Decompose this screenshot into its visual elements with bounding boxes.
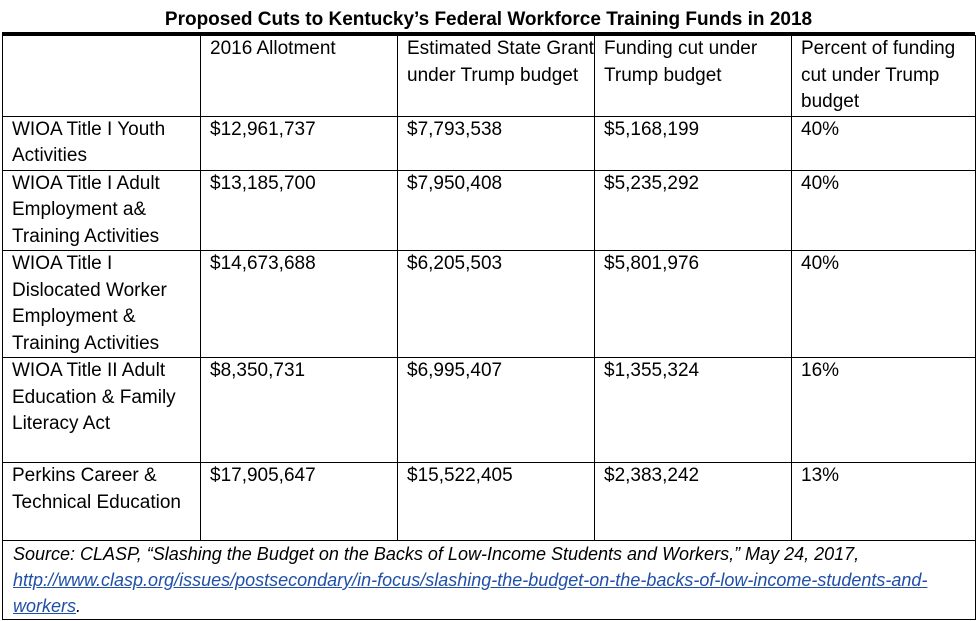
table-row [3,251,976,358]
program-cell: WIOA Title II Adult Education & Family Literacy Act [3,358,201,463]
percent-cut-cell: 13% [792,463,976,541]
program-cell: WIOA Title I Adult Employment a& Training Activities [3,170,201,251]
table-row [3,463,976,541]
percent-cut-cell: 40% [792,116,976,170]
allotment-cell: $8,350,731 [201,358,398,463]
source-link[interactable]: http://www.clasp.org/issues/postsecondary/in-focus/slashing-the-budget-on-the-backs-of-low-income-students-and-workers [13,570,928,616]
estimated-grant-cell: $6,995,407 [398,358,595,463]
funding-cut-cell: $5,168,199 [595,116,792,170]
header-cell-percent-cut: Percent of funding cut under Trump budget [792,36,976,117]
estimated-grant-cell: $6,205,503 [398,251,595,358]
funding-cut-cell: $5,801,976 [595,251,792,358]
program-cell: WIOA Title I Dislocated Worker Employment & Training Activities [3,251,201,358]
funding-cut-cell: $5,235,292 [595,170,792,251]
header-cell-allotment: 2016 Allotment [201,36,398,117]
table-row [3,116,976,170]
percent-cut-cell: 16% [792,358,976,463]
estimated-grant-cell: $15,522,405 [398,463,595,541]
funding-cut-cell: $1,355,324 [595,358,792,463]
document-table-frame [2,8,975,620]
table-row [3,358,976,463]
allotment-cell: $13,185,700 [201,170,398,251]
source-end: . [76,596,82,616]
estimated-grant-cell: $7,950,408 [398,170,595,251]
allotment-cell: $17,905,647 [201,463,398,541]
source-text: Source: CLASP, “Slashing the Budget on the Backs of Low-Income Students and Workers,” May 24, 2017, [13,544,860,564]
table-header-row [3,36,976,117]
allotment-cell: $12,961,737 [201,116,398,170]
header-cell-funding-cut: Funding cut under Trump budget [595,36,792,117]
percent-cut-cell: 40% [792,251,976,358]
table-title: Proposed Cuts to Kentucky’s Federal Workforce Training Funds in 2018 [2,8,975,35]
header-cell-estimated-grant: Estimated State Grant under Trump budget [398,36,595,117]
program-cell: WIOA Title I Youth Activities [3,116,201,170]
program-cell: Perkins Career & Technical Education [3,463,201,541]
funding-table [2,35,976,620]
source-note [3,541,976,620]
estimated-grant-cell: $7,793,538 [398,116,595,170]
table-row [3,170,976,251]
source-row [3,541,976,620]
header-cell-program [3,36,201,117]
allotment-cell: $14,673,688 [201,251,398,358]
funding-cut-cell: $2,383,242 [595,463,792,541]
percent-cut-cell: 40% [792,170,976,251]
